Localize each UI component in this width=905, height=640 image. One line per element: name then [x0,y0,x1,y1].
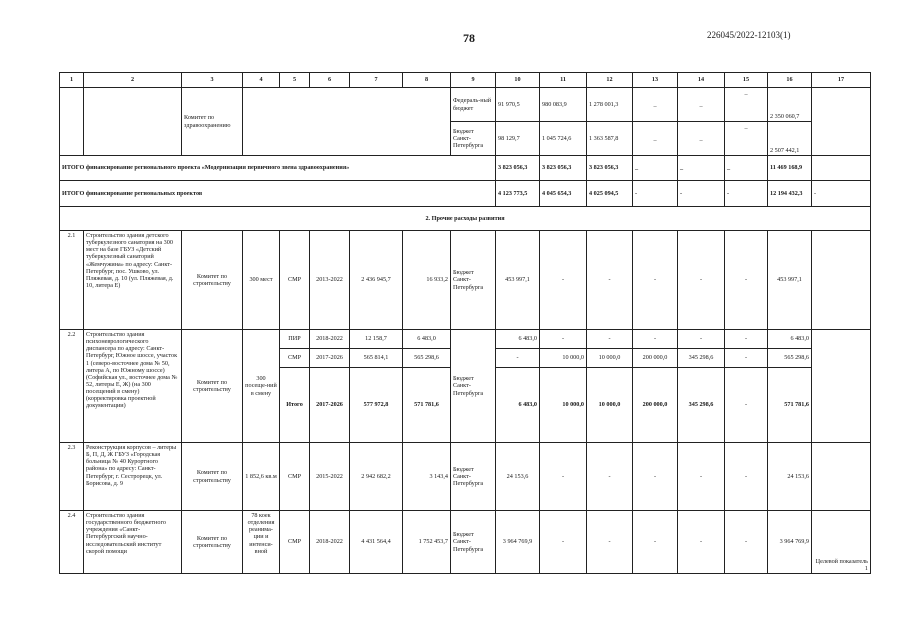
total-label: ИТОГО финансирование регионального проекта «Модернизация первичного звена здравоохранения» [60,156,496,181]
col-header: 2 [84,73,182,88]
page-number: 78 [463,31,475,45]
col-header: 13 [633,73,678,88]
col-header: 1 [60,73,84,88]
col-header: 3 [182,73,243,88]
col-header: 5 [280,73,310,88]
col-header: 15 [725,73,768,88]
total-row: ИТОГО финансирование регионального проекта «Модернизация первичного звена здравоохранения» 3 823 056,3 3 823 056,3 3 823 056,3 _ _ _ 11 469 168,9 [60,156,871,181]
project-name: Строительство здания детского туберкулезного санатория на 300 мест на базе ГБУЗ «Детский туберкулезный санаторий «Жемчужина» по адресу: Санкт-Петербург, пос. Ушково, ул. Пляжевая, д. 10 (ул. Пляжевая, д. 10, литера Е) [84,231,182,330]
target-indicator: Целевой показатель 1 [812,511,871,574]
funding-source: Бюджет Санкт-Петербурга [451,122,496,156]
col-header: 6 [310,73,350,88]
funding-source: Федераль-ный бюджет [451,88,496,122]
committee-cell: Комитет по здравоохранению [182,88,243,156]
table-row: 2.4 Строительство здания государственного бюджетного учреждения «Санкт-Петербургский научно-исследовательский институт скорой помощи Комитет по строительству 78 коек отделения реанима-ции и интенси-вной СМР 2018-2022 4 431 564,4 1 752 453,7 Бюджет Санкт-Петербурга 3 964 769,9 - - - - - 3 964 769,9 Целевой показатель 1 [60,511,871,574]
table-row: Бюджет Санкт-Петербурга 98 129,7 1 045 724,6 1 363 587,8 _ _ _ 2 507 442,1 [60,122,871,156]
table-row: 2.3 Реконструкция корпусов – литеры Б, П, Д, Ж ГБУЗ «Городская больница № 40 Курортного района» по адресу: Санкт-Петербург, г. Сестрорецк, ул. Борисова, д. 9 Комитет по строительству 1 852,6 кв.м СМР 2015-2022 2 942 682,2 3 143,4 Бюджет Санкт-Петербурга 24 153,6 - - - - - 24 153,6 [60,443,871,511]
col-header: 11 [540,73,587,88]
project-name: Строительство здания психоневрологического диспансера по адресу: Санкт-Петербург, Южное шоссе, участок 1 (северо-восточнее дома № 50, литера А, по Южному шоссе) (Софийская ул., восточнее дома № 52, литеры Е, Ж) (на 300 посещений в смену) (корректировка проектной документации) [84,330,182,443]
col-header: 17 [812,73,871,88]
table-row: 2.2 Строительство здания психоневрологического диспансера по адресу: Санкт-Петербург, Южное шоссе, участок 1 (северо-восточнее дома № 50, литера А, по Южному шоссе) (Софийская ул., восточнее дома № 52, литеры Е, Ж) (на 300 посещений в смену) (корректировка проектной документации) Комитет по строительству 300 посеще-ний в смену ПИР 2018-2022 12 158,7 6 483,0 Бюджет Санкт-Петербурга 6 483,0 - - - - - 6 483,0 [60,330,871,349]
funding-source: Бюджет Санкт-Петербурга [451,231,496,330]
document-id: 226045/2022-12103(1) [707,30,791,40]
project-name: Реконструкция корпусов – литеры Б, П, Д, Ж ГБУЗ «Городская больница № 40 Курортного района» по адресу: Санкт-Петербург, г. Сестрорецк, ул. Борисова, д. 9 [84,443,182,511]
funding-source: Бюджет Санкт-Петербурга [451,443,496,511]
header-row [60,73,871,88]
total-row: ИТОГО финансирование региональных проектов 4 123 773,5 4 045 654,3 4 025 094,5 - - - 12 194 432,3 - [60,181,871,207]
col-header: 9 [451,73,496,88]
col-header: 4 [243,73,280,88]
funding-source: Бюджет Санкт-Петербурга [451,511,496,574]
col-header: 14 [678,73,725,88]
section-title: 2. Прочие расходы развития [60,207,871,231]
project-name: Строительство здания государственного бюджетного учреждения «Санкт-Петербургский научно-исследовательский институт скорой помощи [84,511,182,574]
col-header: 7 [350,73,403,88]
investment-table [59,72,871,574]
col-header: 8 [403,73,451,88]
table-row: Итого 2017-2026 577 972,8 571 781,6 6 483,0 10 000,0 10 000,0 200 000,0 345 298,6 - 571 781,6 [60,368,871,443]
total-label: ИТОГО финансирование региональных проектов [60,181,496,207]
col-header: 16 [768,73,812,88]
table-row: Комитет по здравоохранению Федераль-ный бюджет 91 970,5 980 083,9 1 278 001,3 _ _ _ 2 350 060,7 [60,88,871,122]
table-row: 2.1 Строительство здания детского туберкулезного санатория на 300 мест на базе ГБУЗ «Детский туберкулезный санаторий «Жемчужина» по адресу: Санкт-Петербург, пос. Ушково, ул. Пляжевая, д. 10 (ул. Пляжевая, д. 10, литера Е) Комитет по строительству 300 мест СМР 2013-2022 2 436 945,7 16 933,2 Бюджет Санкт-Петербурга 453 997,1 - - - - - 453 997,1 [60,231,871,330]
table-row: СМР 2017-2026 565 814,1 565 298,6 - 10 000,0 10 000,0 200 000,0 345 298,6 - 565 298,6 [60,349,871,368]
section-row [60,207,871,231]
col-header: 12 [587,73,633,88]
funding-source: Бюджет Санкт-Петербурга [451,330,496,443]
col-header: 10 [496,73,540,88]
